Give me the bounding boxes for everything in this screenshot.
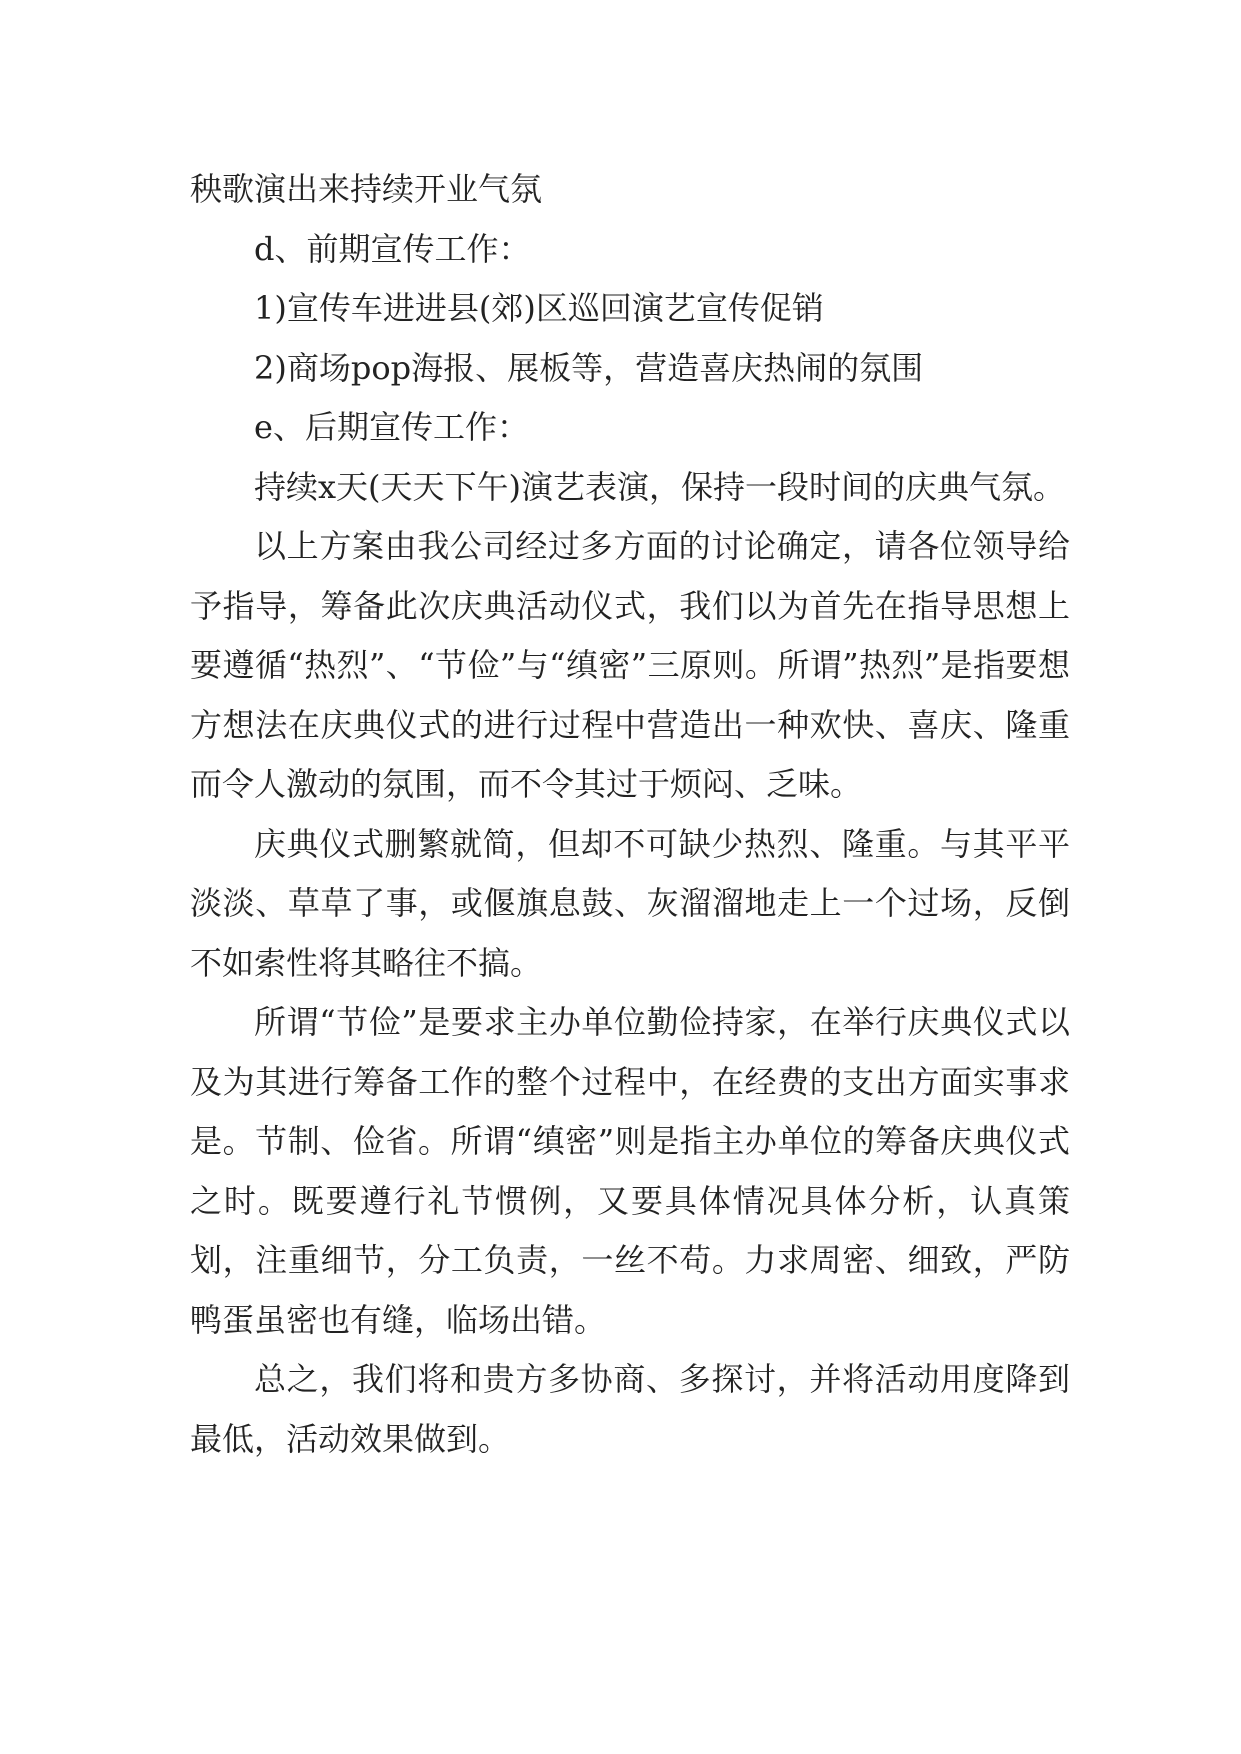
paragraph-7: 以上方案由我公司经过多方面的讨论确定，请各位领导给予指导，筹备此次庆典活动仪式，我们以为首先在指导思想上要遵循“热烈”、“节俭”与“缜密”三原则。所谓”热烈”是指要想方想法在庆典仪式的进行过程中营造出一种欢快、喜庆、隆重而令人激动的氛围，而不令其过于烦闷、乏味。 — [190, 527, 1070, 803]
paragraph-4: 2)商场pop海报、展板等，营造喜庆热闹的氛围 — [254, 348, 924, 387]
paragraph-6: 持续x天(天天下午)演艺表演，保持一段时间的庆典气氛。 — [254, 467, 1066, 506]
paragraph-2: d、前期宣传工作： — [254, 229, 531, 268]
paragraph-10: 总之，我们将和贵方多协商、多探讨，并将活动用度降到最低，活动效果做到。 — [190, 1360, 1070, 1458]
paragraph-8: 庆典仪式删繁就简，但却不可缺少热烈、隆重。与其平平淡淡、草草了事，或偃旗息鼓、灰溜溜地走上一个过场，反倒不如索性将其略往不搞。 — [190, 824, 1070, 982]
paragraph-3: 1)宣传车进进县(郊)区巡回演艺宣传促销 — [254, 289, 824, 327]
paragraph-9: 所谓“节俭”是要求主办单位勤俭持家，在举行庆典仪式以及为其进行筹备工作的整个过程中，在经费的支出方面实事求是。节制、俭省。所谓“缜密”则是指主办单位的筹备庆典仪式之时。既要遵行礼节惯例，又要具体情况具体分析，认真策划，注重细节，分工负责，一丝不苟。力求周密、细致，严防鸭蛋虽密也有缝，临场出错。 — [190, 1003, 1070, 1339]
document-body — [190, 160, 1070, 1469]
paragraph-1: 秧歌演出来持续开业气氛 — [190, 170, 543, 208]
paragraph-5: e、后期宣传工作： — [254, 408, 529, 446]
